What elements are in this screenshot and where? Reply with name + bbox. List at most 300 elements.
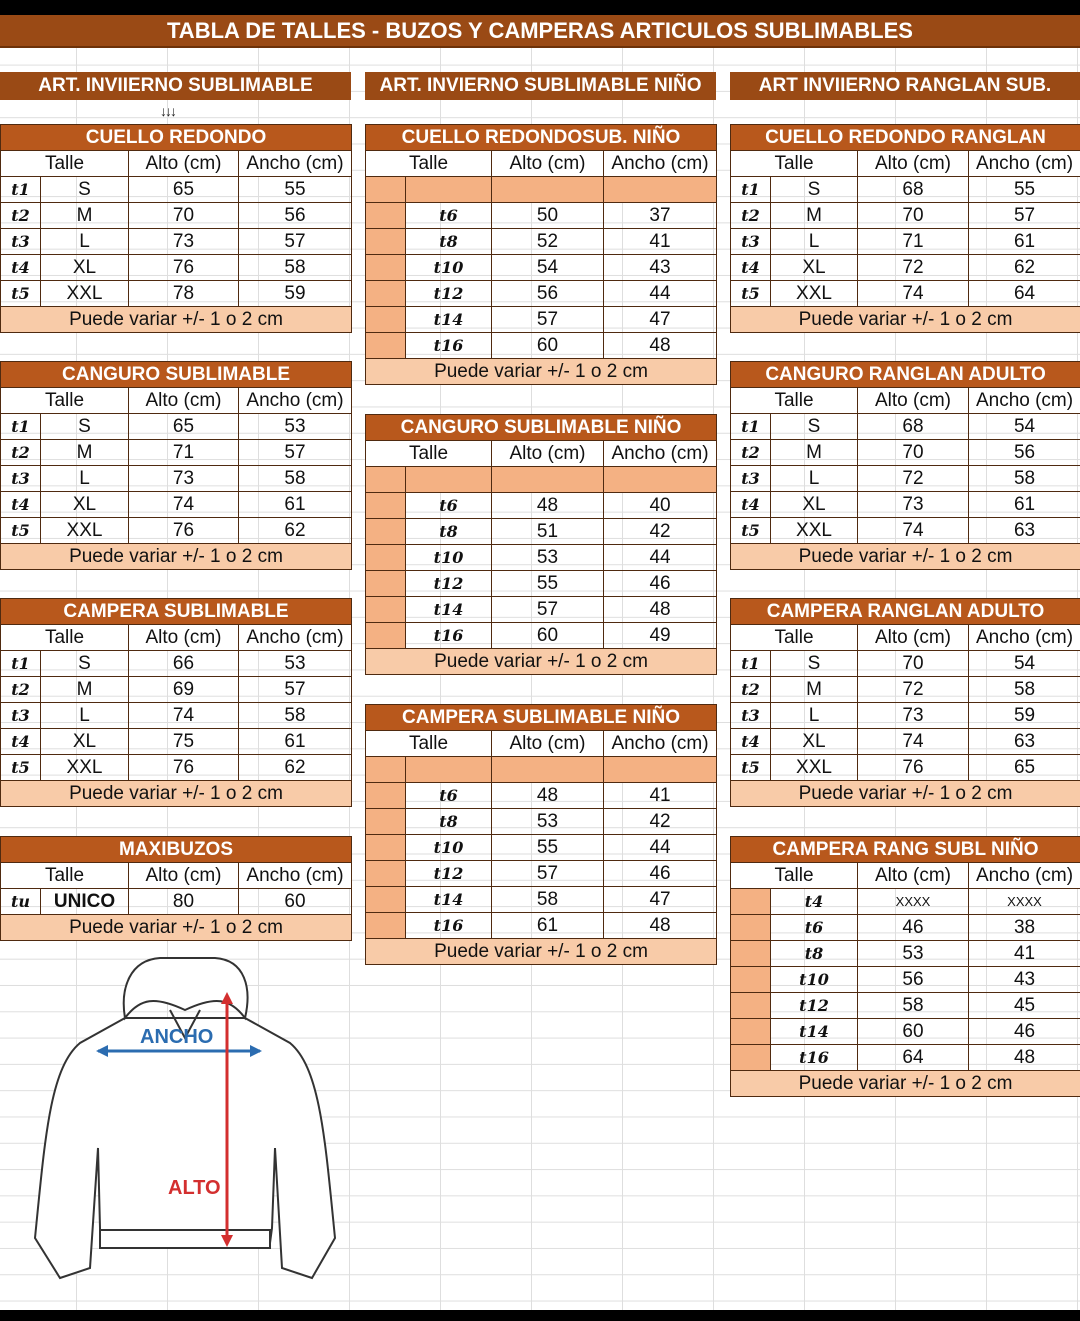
header-talle: Talle xyxy=(731,151,858,177)
size-label: L xyxy=(771,229,858,255)
header-ancho: Ancho (cm) xyxy=(969,863,1080,889)
header-talle: Talle xyxy=(1,388,129,414)
table-row xyxy=(731,967,1080,993)
size-code: t10 xyxy=(406,835,492,861)
ancho-value: 46 xyxy=(604,571,717,597)
size-code: t2 xyxy=(731,203,771,229)
table-row xyxy=(366,281,717,307)
size-code: t8 xyxy=(406,229,492,255)
alto-value: 53 xyxy=(492,809,604,835)
size-label: XL xyxy=(41,492,129,518)
ancho-value: 48 xyxy=(604,333,717,359)
alto-value: 73 xyxy=(858,492,969,518)
blank-cell xyxy=(492,177,604,203)
ancho-value: 45 xyxy=(969,993,1080,1019)
table-title: CANGURO RANGLAN ADULTO xyxy=(731,362,1080,388)
alto-value: 46 xyxy=(858,915,969,941)
table-row xyxy=(731,203,1080,229)
table-title-row xyxy=(366,705,717,731)
row-pad-cell xyxy=(366,783,406,809)
table-row xyxy=(366,571,717,597)
table-footer-row xyxy=(1,307,352,333)
table-title-row xyxy=(1,599,352,625)
table-title: CANGURO SUBLIMABLE NIÑO xyxy=(366,415,717,441)
header-alto: Alto (cm) xyxy=(492,731,604,757)
ancho-value: 64 xyxy=(969,281,1080,307)
size-code: t4 xyxy=(1,255,41,281)
alto-value: 56 xyxy=(858,967,969,993)
table-header-row xyxy=(731,388,1080,414)
ancho-value: 62 xyxy=(969,255,1080,281)
header-ancho: Ancho (cm) xyxy=(969,625,1080,651)
table-header-row xyxy=(366,441,717,467)
alto-value: 55 xyxy=(492,571,604,597)
alto-value: 70 xyxy=(858,440,969,466)
table-header-row xyxy=(366,151,717,177)
ancho-value: 61 xyxy=(239,729,352,755)
alto-value: 53 xyxy=(492,545,604,571)
alto-value: 73 xyxy=(858,703,969,729)
ancho-value: 43 xyxy=(604,255,717,281)
row-pad-cell xyxy=(366,835,406,861)
table-footer-row xyxy=(366,649,717,675)
size-code: t5 xyxy=(731,518,771,544)
size-code: t1 xyxy=(731,414,771,440)
ancho-value: 55 xyxy=(969,177,1080,203)
alto-value: 69 xyxy=(129,677,239,703)
table-title-row xyxy=(731,125,1080,151)
ancho-value: 65 xyxy=(969,755,1080,781)
size-label: XL xyxy=(771,729,858,755)
alto-label: ALTO xyxy=(168,1177,221,1199)
alto-value: 72 xyxy=(858,255,969,281)
alto-value: 57 xyxy=(492,861,604,887)
table-row xyxy=(366,809,717,835)
table-row xyxy=(1,203,352,229)
header-ancho: Ancho (cm) xyxy=(969,388,1080,414)
size-label: UNICO xyxy=(41,889,129,915)
table-row xyxy=(1,755,352,781)
header-ancho: Ancho (cm) xyxy=(604,731,717,757)
table-header-row xyxy=(731,151,1080,177)
size-code: t8 xyxy=(406,809,492,835)
table-title: CUELLO REDONDO xyxy=(1,125,352,151)
table-canguro-nino xyxy=(365,414,717,675)
table-row xyxy=(731,440,1080,466)
ancho-value: 46 xyxy=(969,1019,1080,1045)
header-alto: Alto (cm) xyxy=(858,388,969,414)
table-row xyxy=(1,677,352,703)
header-ancho: Ancho (cm) xyxy=(239,863,352,889)
header-alto: Alto (cm) xyxy=(129,863,239,889)
alto-value: 74 xyxy=(858,729,969,755)
header-ancho: Ancho (cm) xyxy=(239,388,352,414)
variation-note: Puede variar +/- 1 o 2 cm xyxy=(731,781,1080,807)
row-pad-cell xyxy=(366,281,406,307)
size-code: t4 xyxy=(1,729,41,755)
size-code: t14 xyxy=(406,597,492,623)
alto-value: 65 xyxy=(129,414,239,440)
alto-value: 70 xyxy=(858,203,969,229)
size-code: t4 xyxy=(731,729,771,755)
size-code: t6 xyxy=(406,783,492,809)
size-label: S xyxy=(41,651,129,677)
ancho-value: 44 xyxy=(604,835,717,861)
header-alto: Alto (cm) xyxy=(129,151,239,177)
table-row xyxy=(366,861,717,887)
row-pad-cell xyxy=(366,545,406,571)
alto-value: 68 xyxy=(858,414,969,440)
ancho-value: 62 xyxy=(239,755,352,781)
table-row xyxy=(1,414,352,440)
ancho-value: 47 xyxy=(604,887,717,913)
size-code: t16 xyxy=(406,333,492,359)
ancho-value: 49 xyxy=(604,623,717,649)
alto-value: XXXX xyxy=(858,889,969,915)
size-code: t5 xyxy=(1,518,41,544)
variation-note: Puede variar +/- 1 o 2 cm xyxy=(731,1071,1080,1097)
ancho-value: 58 xyxy=(239,255,352,281)
table-row xyxy=(1,281,352,307)
table-row xyxy=(366,519,717,545)
ancho-value: 42 xyxy=(604,519,717,545)
table-title: CAMPERA RANGLAN ADULTO xyxy=(731,599,1080,625)
row-pad-cell xyxy=(731,993,771,1019)
size-code: t1 xyxy=(1,651,41,677)
size-code: t5 xyxy=(1,281,41,307)
alto-value: 54 xyxy=(492,255,604,281)
size-label: M xyxy=(771,203,858,229)
table-footer-row xyxy=(731,544,1080,570)
variation-note: Puede variar +/- 1 o 2 cm xyxy=(366,649,717,675)
alto-value: 78 xyxy=(129,281,239,307)
row-pad-cell xyxy=(366,229,406,255)
size-code: t14 xyxy=(771,1019,858,1045)
size-code: t1 xyxy=(1,414,41,440)
row-pad-cell xyxy=(731,1019,771,1045)
ancho-value: 61 xyxy=(969,229,1080,255)
alto-value: 57 xyxy=(492,597,604,623)
size-code: t3 xyxy=(1,703,41,729)
table-title: CUELLO REDONDO RANGLAN xyxy=(731,125,1080,151)
size-code: t16 xyxy=(406,623,492,649)
size-code: t14 xyxy=(406,887,492,913)
table-title-row xyxy=(1,125,352,151)
table-row xyxy=(1,651,352,677)
table-row xyxy=(731,941,1080,967)
blank-row xyxy=(366,177,717,203)
size-label: L xyxy=(41,703,129,729)
alto-value: 48 xyxy=(492,783,604,809)
alto-value: 53 xyxy=(858,941,969,967)
alto-value: 65 xyxy=(129,177,239,203)
table-row xyxy=(366,493,717,519)
ancho-value: 44 xyxy=(604,281,717,307)
ancho-value: 57 xyxy=(239,229,352,255)
alto-value: 60 xyxy=(858,1019,969,1045)
table-row xyxy=(731,229,1080,255)
table-row xyxy=(731,492,1080,518)
size-code: tu xyxy=(1,889,41,915)
ancho-value: 63 xyxy=(969,729,1080,755)
blank-cell xyxy=(406,757,492,783)
size-label: XXL xyxy=(41,518,129,544)
ancho-value: 56 xyxy=(239,203,352,229)
header-alto: Alto (cm) xyxy=(129,625,239,651)
row-pad-cell xyxy=(731,1045,771,1071)
header-alto: Alto (cm) xyxy=(492,441,604,467)
table-row xyxy=(731,1045,1080,1071)
ancho-value: 58 xyxy=(969,677,1080,703)
header-talle: Talle xyxy=(366,441,492,467)
alto-value: 55 xyxy=(492,835,604,861)
blank-cell xyxy=(492,467,604,493)
table-canguro-ranglan xyxy=(730,361,1080,570)
table-title: MAXIBUZOS xyxy=(1,837,352,863)
size-code: t8 xyxy=(771,941,858,967)
table-maxibuzos xyxy=(0,836,352,941)
down-arrows-icon: ↓↓↓ xyxy=(160,103,175,119)
table-title-row xyxy=(1,837,352,863)
size-label: S xyxy=(771,651,858,677)
row-pad-cell xyxy=(731,941,771,967)
alto-value: 66 xyxy=(129,651,239,677)
size-code: t5 xyxy=(1,755,41,781)
alto-value: 74 xyxy=(129,703,239,729)
size-label: M xyxy=(41,203,129,229)
size-label: S xyxy=(41,414,129,440)
row-pad-cell xyxy=(366,861,406,887)
variation-note: Puede variar +/- 1 o 2 cm xyxy=(1,915,352,941)
table-row xyxy=(1,440,352,466)
variation-note: Puede variar +/- 1 o 2 cm xyxy=(366,359,717,385)
alto-value: 71 xyxy=(858,229,969,255)
table-row xyxy=(366,913,717,939)
size-code: t10 xyxy=(771,967,858,993)
table-row xyxy=(731,729,1080,755)
alto-value: 76 xyxy=(129,255,239,281)
header-alto: Alto (cm) xyxy=(858,863,969,889)
table-row xyxy=(366,255,717,281)
table-campera-ranglan xyxy=(730,598,1080,807)
table-footer-row xyxy=(731,307,1080,333)
section-kids-header: ART. INVIERNO SUBLIMABLE NIÑO xyxy=(365,72,716,100)
size-code: t2 xyxy=(1,203,41,229)
ancho-value: 48 xyxy=(604,597,717,623)
size-label: XXL xyxy=(771,755,858,781)
size-label: M xyxy=(41,440,129,466)
alto-value: 70 xyxy=(129,203,239,229)
ancho-value: 41 xyxy=(604,783,717,809)
ancho-value: 38 xyxy=(969,915,1080,941)
table-footer-row xyxy=(731,781,1080,807)
size-label: L xyxy=(41,229,129,255)
table-row xyxy=(731,177,1080,203)
ancho-value: 48 xyxy=(604,913,717,939)
section-ranglan-header: ART INVIIERNO RANGLAN SUB. xyxy=(730,72,1080,100)
size-code: t12 xyxy=(406,281,492,307)
table-title: CANGURO SUBLIMABLE xyxy=(1,362,352,388)
table-row xyxy=(366,333,717,359)
header-talle: Talle xyxy=(731,863,858,889)
table-canguro xyxy=(0,361,352,570)
blank-cell xyxy=(406,177,492,203)
alto-value: 73 xyxy=(129,466,239,492)
row-pad-cell xyxy=(731,915,771,941)
hoodie-waistband xyxy=(100,1230,270,1248)
size-code: t6 xyxy=(771,915,858,941)
size-label: L xyxy=(41,466,129,492)
table-footer-row xyxy=(366,939,717,965)
table-row xyxy=(731,651,1080,677)
size-code: t5 xyxy=(731,755,771,781)
size-code: t2 xyxy=(731,440,771,466)
table-header-row xyxy=(1,863,352,889)
table-title: CAMPERA SUBLIMABLE xyxy=(1,599,352,625)
size-label: XXL xyxy=(771,281,858,307)
size-label: S xyxy=(771,177,858,203)
row-pad-cell xyxy=(731,889,771,915)
size-code: t5 xyxy=(731,281,771,307)
ancho-value: 59 xyxy=(969,703,1080,729)
row-pad-cell xyxy=(366,571,406,597)
table-footer-row xyxy=(366,359,717,385)
row-pad-cell xyxy=(366,307,406,333)
size-label: L xyxy=(771,466,858,492)
alto-value: 64 xyxy=(858,1045,969,1071)
size-label: M xyxy=(771,440,858,466)
header-talle: Talle xyxy=(731,388,858,414)
alto-value: 70 xyxy=(858,651,969,677)
ancho-value: 56 xyxy=(969,440,1080,466)
ancho-value: 60 xyxy=(239,889,352,915)
table-title: CAMPERA SUBLIMABLE NIÑO xyxy=(366,705,717,731)
ancho-value: 46 xyxy=(604,861,717,887)
table-title: CUELLO REDONDOSUB. NIÑO xyxy=(366,125,717,151)
alto-value: 56 xyxy=(492,281,604,307)
row-pad-cell xyxy=(366,333,406,359)
size-label: XXL xyxy=(771,518,858,544)
table-row xyxy=(1,229,352,255)
table-row xyxy=(366,203,717,229)
alto-value: 74 xyxy=(858,518,969,544)
table-title-row xyxy=(731,362,1080,388)
row-pad-cell xyxy=(366,887,406,913)
header-ancho: Ancho (cm) xyxy=(604,441,717,467)
table-header-row xyxy=(1,388,352,414)
table-row xyxy=(366,835,717,861)
size-label: XL xyxy=(771,255,858,281)
table-row xyxy=(366,597,717,623)
table-title-row xyxy=(1,362,352,388)
alto-value: 60 xyxy=(492,623,604,649)
table-row xyxy=(366,545,717,571)
table-title-row xyxy=(731,837,1080,863)
ancho-value: 62 xyxy=(239,518,352,544)
alto-value: 72 xyxy=(858,677,969,703)
row-pad-cell xyxy=(731,967,771,993)
variation-note: Puede variar +/- 1 o 2 cm xyxy=(731,307,1080,333)
ancho-value: 55 xyxy=(239,177,352,203)
alto-value: 74 xyxy=(858,281,969,307)
table-title: CAMPERA RANG SUBL NIÑO xyxy=(731,837,1080,863)
size-code: t10 xyxy=(406,545,492,571)
size-label: M xyxy=(771,677,858,703)
ancho-value: 58 xyxy=(239,703,352,729)
ancho-value: XXXX xyxy=(969,889,1080,915)
table-row xyxy=(1,492,352,518)
size-label: L xyxy=(771,703,858,729)
size-code: t6 xyxy=(406,203,492,229)
table-footer-row xyxy=(1,915,352,941)
alto-value: 80 xyxy=(129,889,239,915)
header-talle: Talle xyxy=(731,625,858,651)
variation-note: Puede variar +/- 1 o 2 cm xyxy=(1,781,352,807)
header-alto: Alto (cm) xyxy=(492,151,604,177)
ancho-value: 57 xyxy=(239,677,352,703)
table-campera-rang-nino xyxy=(730,836,1080,1097)
size-label: XXL xyxy=(41,281,129,307)
alto-value: 74 xyxy=(129,492,239,518)
table-row xyxy=(1,255,352,281)
size-code: t4 xyxy=(771,889,858,915)
ancho-value: 43 xyxy=(969,967,1080,993)
ancho-value: 47 xyxy=(604,307,717,333)
blank-cell xyxy=(604,467,717,493)
size-label: XL xyxy=(771,492,858,518)
table-row xyxy=(731,889,1080,915)
header-ancho: Ancho (cm) xyxy=(239,625,352,651)
alto-value: 72 xyxy=(858,466,969,492)
table-row xyxy=(1,729,352,755)
size-code: t6 xyxy=(406,493,492,519)
size-label: XXL xyxy=(41,755,129,781)
table-row xyxy=(1,518,352,544)
ancho-value: 61 xyxy=(969,492,1080,518)
size-code: t4 xyxy=(731,255,771,281)
ancho-value: 41 xyxy=(969,941,1080,967)
table-row xyxy=(731,255,1080,281)
blank-cell xyxy=(604,177,717,203)
size-code: t8 xyxy=(406,519,492,545)
ancho-value: 53 xyxy=(239,414,352,440)
table-row xyxy=(731,703,1080,729)
alto-value: 51 xyxy=(492,519,604,545)
table-footer-row xyxy=(731,1071,1080,1097)
variation-note: Puede variar +/- 1 o 2 cm xyxy=(366,939,717,965)
header-talle: Talle xyxy=(1,625,129,651)
header-ancho: Ancho (cm) xyxy=(239,151,352,177)
alto-value: 68 xyxy=(858,177,969,203)
table-row xyxy=(366,783,717,809)
variation-note: Puede variar +/- 1 o 2 cm xyxy=(731,544,1080,570)
table-row xyxy=(731,466,1080,492)
variation-note: Puede variar +/- 1 o 2 cm xyxy=(1,307,352,333)
page-title: TABLA DE TALLES - BUZOS Y CAMPERAS ARTICULOS SUBLIMABLES xyxy=(0,15,1080,48)
size-code: t10 xyxy=(406,255,492,281)
size-label: M xyxy=(41,677,129,703)
alto-value: 76 xyxy=(129,518,239,544)
table-row xyxy=(731,1019,1080,1045)
table-footer-row xyxy=(1,544,352,570)
ancho-value: 40 xyxy=(604,493,717,519)
header-ancho: Ancho (cm) xyxy=(604,151,717,177)
table-row xyxy=(1,177,352,203)
table-row xyxy=(1,703,352,729)
ancho-value: 59 xyxy=(239,281,352,307)
alto-value: 48 xyxy=(492,493,604,519)
row-pad-cell xyxy=(366,623,406,649)
